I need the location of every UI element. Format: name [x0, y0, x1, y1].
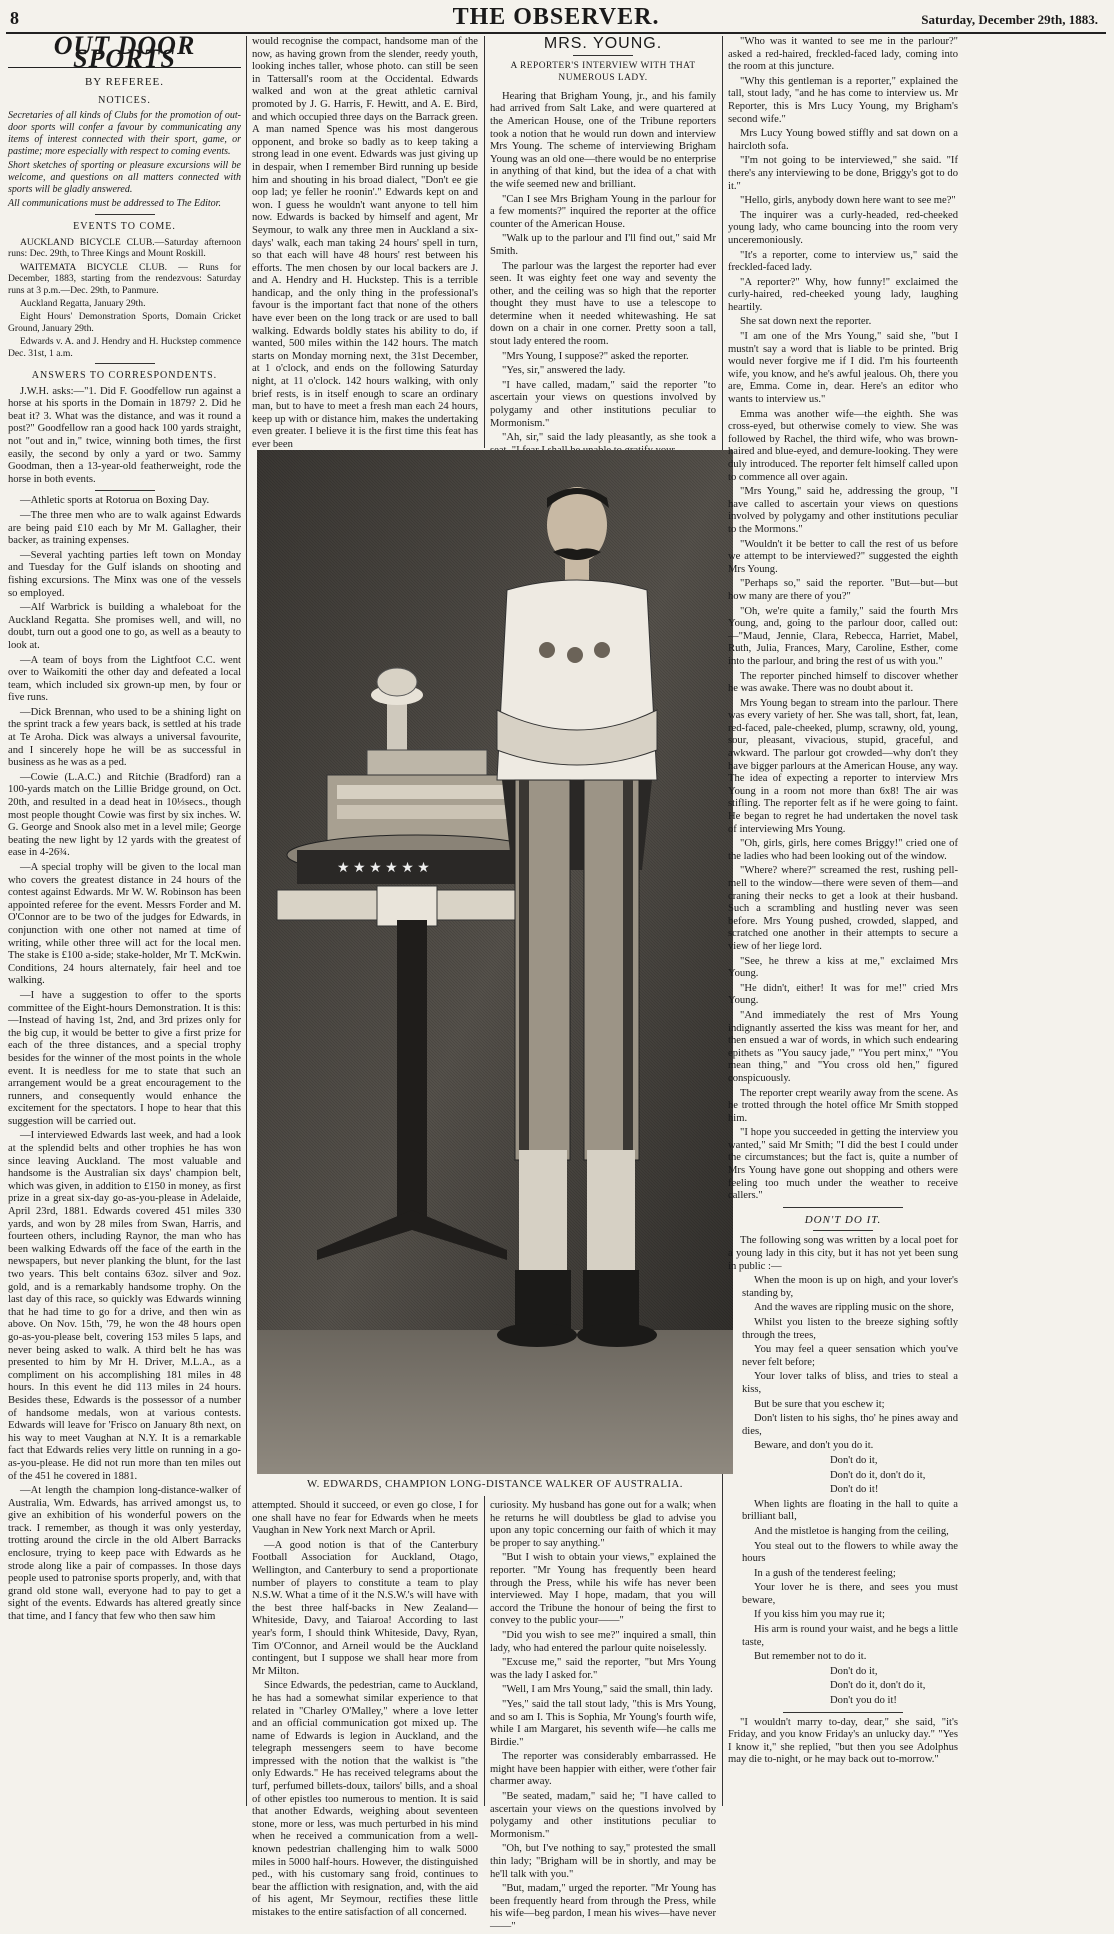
paragraph: —I have a suggestion to offer to the sports committee of the Eight-hours Demonstration. It is this:—Instead of having 1st, 2nd, and 3rd prizes only for the big cup, it would be better to give a first prize for each of the three distances, and a special trophy besides for the winner of the most points in the whole event. It is needless for me to state that such an arrangement would be a great encouragement to the runners, and consequently would enhance the excitement for the spectators. I hope to hear that this suggestion will be carried out.	[8, 989, 241, 1127]
paragraph: —Cowie (L.A.C.) and Ritchie (Bradford) ran a 100-yards match on the Lillie Bridge ground, on Oct. 20th, and resulted in a dead heat in 10⅓secs., though most people thought Cowie was first by six inches. W. G. George and Snook also met in a level mile; George beating the new light by 12 yards with the greatest of ease in 4-26¾.	[8, 771, 241, 859]
paragraph: "Yes," said the tall stout lady, "this is Mrs Young, and so am I. This is Sophia, Mr Young's fourth wife, while I am Margaret, his seventh wife—he calls me Birdie."	[490, 1698, 716, 1748]
paragraph: "Who was it wanted to see me in the parlour?" asked a red-haired, freckled-faced lady, coming into the room at this juncture.	[728, 36, 958, 73]
paragraph: —The three men who are to walk against Edwards are being paid £10 each by Mr M. Gallagher, their backer, as training expenses.	[8, 509, 241, 547]
paragraph: Hearing that Brigham Young, jr., and his family had arrived from Salt Lake, and were quartered at the American House, one of the Tribune reporters took a notion that he would run down and interview Mrs Young. The scheme of interviewing Brigham Young was an old one—there would be no enterprise in anything of that kind, but the idea of a chat with the wife seemed new and brilliant.	[490, 90, 716, 190]
verse-line: Your lover he is there, and sees you must beware,	[742, 1582, 958, 1606]
divider	[783, 1712, 903, 1713]
refrain-line: Don't do it, don't do it,	[830, 1680, 926, 1692]
issue-date: Saturday, December 29th, 1883.	[921, 12, 1098, 27]
page-number: 8	[10, 8, 19, 28]
verse-line: When the moon is up on high, and your lover's standing by,	[742, 1275, 958, 1299]
paragraph: Since Edwards, the pedestrian, came to Auckland, he has had a somewhat similar experience to that related in "Charley O'Malley," where a love letter and an official communication got mixed up. The name of Edwards is legion in Auckland, and the telegraph messengers seem to have become impressed with the notion that the walkist is "the only Edwards." He has received telegrams about the turf, perfumed billets-doux, tailors' bills, and a shoal of other epistles too numerous to mention. It is said that another Edwards, weighing about seventeen stone, more or less, was much perturbed in his mind when he received a communication from a well-known pedestrian challenging him to walk 5000 miles in 5000 half-hours. However, the distinguished ped., with his customary sang froid, continues to bear the affliction with resignation, and, with the aid of his agent, Mr Seymour, rectifies these little mistakes to the entire satisfaction of all concerned.	[252, 1680, 478, 1918]
paragraph: "Oh, girls, girls, here comes Briggy!" cried one of the ladies who had been looking out of the window.	[728, 838, 958, 862]
column-mrs-young-bottom	[490, 1500, 716, 1932]
section-logo: OUT DOOR SPORTS	[8, 36, 241, 68]
refrain-line: Don't do it!	[830, 1484, 879, 1496]
paragraph: "It's a reporter, come to interview us," said the freckled-faced lady.	[728, 249, 958, 274]
column-rule	[484, 36, 485, 448]
divider	[95, 490, 155, 491]
notice: Short sketches of sporting or pleasure excursions will be welcome, and questions on all matters connected with sports will be gladly answered.	[8, 160, 241, 196]
paragraph: "Where? where?" screamed the rest, rushing pell-mell to the window—there were seven of them—and craning their necks to get a look at their husband. Such a scrambling and hustling never was seen before. Mrs Young pushed, crowded, slapped, and scratched one another in their attempts to secure a view of her liege lord.	[728, 865, 958, 952]
paragraph: "Can I see Mrs Brigham Young in the parlour for a few moments?" inquired the reporter at the office counter of the American House.	[490, 193, 716, 230]
verse-line: If you kiss him you may rue it;	[754, 1609, 885, 1621]
divider	[95, 214, 155, 215]
paragraph: "I have called, madam," said the reporter "to ascertain your views on questions involved by polygamy and other institutions peculiar to Mormonism."	[490, 379, 716, 429]
notices-block	[8, 110, 241, 210]
verse-line: And the waves are rippling music on the shore,	[754, 1302, 954, 1314]
column-outdoor-sports	[8, 31, 241, 1806]
paragraph: —Several yachting parties left town on Monday and Tuesday for the Gulf islands on shooting and fishing excursions. The Minx was one of the vessels so employed.	[8, 549, 241, 599]
paragraph: —At length the champion long-distance-walker of Australia, Wm. Edwards, has arrived amongst us, to give an exhibition of his wonderful powers on the track. I remember, as though it was only yesterday, trotting around the circle in the old Albert Barracks enclosure, trying to keep pace with Edwards as he strode along like a pair of compasses. In those days people used to patronise sports properly, and, with that grand old stone wall, everyone had to pay to get a sight of the events. Edwards has altered greatly since that time, and I fancy that few who then saw him	[8, 1485, 241, 1623]
paragraph: "I hope you succeeded in getting the interview you wanted," said Mr Smith; "I did the best I could under the circumstances; but the fact is, quite a number of Mrs Young have gone out shopping and others were feeling too much under the weather to receive callers."	[728, 1127, 958, 1202]
verse-line: You may feel a queer sensation which you've never felt before;	[742, 1344, 958, 1368]
paragraph: "Wouldn't it be better to call the rest of us before we attempt to be interviewed?" suggested the eighth Mrs Young.	[728, 538, 958, 575]
paragraph: —A special trophy will be given to the local man who covers the greatest distance in 24 hours of the contest against Edwards. Mr W. W. Robinson has been appointed referee for the event. Messrs Forder and M. O'Connor are to be two of the judges for Edwards, in conjunction with one other not named at time of writing, while other three will act for the local men. The stake is £100 a-side; stake-holder, Mr T. McKwin. Conditions, 24 hours alternately, fair heel and toe walking.	[8, 862, 241, 987]
refrain-line: Don't do it,	[830, 1665, 878, 1677]
divider	[573, 55, 633, 56]
paragraph: She sat down next the reporter.	[740, 316, 872, 328]
paragraph: —Alf Warbrick is building a whaleboat for the Auckland Regatta. She promises well, and will, no doubt, turn out a good one to go, as well as a beauty to look at.	[8, 602, 241, 651]
paragraph: "He didn't, either! It was for me!" cried Mrs Young.	[728, 982, 958, 1007]
paragraph: "Mrs Young, I suppose?" asked the reporter.	[502, 350, 689, 362]
paragraph: —I interviewed Edwards last week, and had a look at the splendid belts and other trophies he has won since leaving Auckland. The most valuable and handsome is the Australian six days' champion belt, which was given, in addition to £150 in money, as first prize in a great six-day go-as-you-please in Adelaide, April 23rd, 1881. Edwards covered 451 miles 330 yards, and won by 28 miles from Swan, Harris, and fourteen others, including Raynor, the man who has been walking Edwards off the face of the earth in the newspapers, but never planking the blunt, for the last two years. This belt contains 63oz. silver and 9oz. gold, and is a remarkably handsome trophy. On the last day of this race, so quickly was Edwards winning that he had time to go for a drive, and then win as above. On Nov. 15th, '79, he won the 48 hours open go-as-you-please belt, covering 153 miles 5 laps, and never being asked to walk. A third belt he has was presented to him by Mr H. Driver, M.L.A., as a compliment on his accomplishing 181 miles in 48 hours. In this event he did 113 miles in 24 hours. Besides these, Edwards is the possessor of a number of handsome medals, won at various contests. Edwards will leave for 'Frisco on January 8th next, on his way to meet Vaughan at N.Y. It is a remarkable fact that Edwards relies very little on running in a go-as-you-please. He did not run more than ten miles out of the 451 he covered in 1881.	[8, 1130, 241, 1482]
paragraph: "Perhaps so," said the reporter. "But—but—but how many are there of you?"	[728, 578, 958, 602]
column-rule	[246, 36, 247, 1806]
paragraph: Emma was another wife—the eighth. She was cross-eyed, but otherwise comely to view. She was followed by Rachel, the third wife, who was brown-haired and blue-eyed, and demure-looking. They were duly introduced. The reporter felt himself called upon to commence all over again.	[728, 408, 958, 483]
paragraph: "Ah, sir," said the lady pleasantly, as she took a	[502, 432, 716, 444]
paragraph: The reporter pinched himself to discover whether he was awake. There was no doubt about it.	[728, 670, 958, 695]
verse-line: Don't listen to his sighs, tho' he pines away and dies,	[742, 1413, 958, 1437]
paragraph: "I'm not going to be interviewed," she said. "If there's any interviewing to be done, Briggy's got to do it."	[728, 155, 958, 192]
notice: All communications must be addressed to The Editor.	[8, 198, 221, 210]
closing-anecdote: "I wouldn't marry to-day, dear," she said, "it's Friday, and you know Friday's an unlucky day." "Yes I know it," she replied, "but then you see Adolphus may die to-night, or he may back out to-morrow."	[728, 1716, 958, 1766]
paragraph: "Oh, but I've nothing to say," protested the small thin lady; "Brigham will be in shortly, and may be he'll talk with you."	[490, 1843, 716, 1880]
paragraph: J.W.H. asks:—"1. Did F. Goodfellow run against a horse at his sports in the Domain in 1879? 2. Did he beat it? 3. What was the distance, and was it round a post?" Goodfellow ran a good hack 100 yards straight, not "out and in," twice, winning both times, the first easily, the second by only a yard or two. Sammy Goodman, then a 13-year-old featherweight, rode the horse in both events.	[8, 385, 241, 485]
walker-portrait-image	[257, 450, 733, 1474]
divider	[95, 363, 155, 364]
event-item: Eight Hours' Demonstration Sports, Domain Cricket Ground, January 29th.	[8, 311, 241, 334]
paragraph: "Well, I am Mrs Young," said the small, thin lady.	[502, 1684, 713, 1696]
column-edwards-continued	[252, 36, 478, 450]
paragraph: "But I wish to obtain your views," explained the reporter. "Mr Young has frequently been heard through the Press, while his wife has never been interviewed. May I hope, madam, that you will accord the Tribune the honour of being the first to convey to the public your——"	[490, 1552, 716, 1627]
answers-heading: ANSWERS TO CORRESPONDENTS.	[31, 370, 218, 382]
paragraph: attempted. Should it succeed, or even go close, I for one shall have no fear for Edwards when he meets Vaughan in New York next March or April.	[252, 1500, 478, 1537]
paragraph: The reporter was considerably embarrassed. He might have been happier with either, were t'other fair charmer away.	[490, 1751, 716, 1788]
refrain-line: Don't do it,	[830, 1454, 878, 1466]
divider	[783, 1207, 903, 1208]
column-mrs-young-continued	[728, 36, 958, 1806]
newspaper-title: THE OBSERVER.	[452, 4, 660, 30]
paragraph: —A team of boys from the Lightfoot C.C. went over to Waikomiti the other day and defeated a local team, which included six grown-up men, by four or five runs.	[8, 654, 241, 704]
paragraph: "Be seated, madam," said he; "I have called to ascertain your views on the questions involved by polygamy and other institutions peculiar to Mormonism."	[490, 1791, 716, 1840]
events-heading: EVENTS TO COME.	[73, 221, 176, 233]
event-item: WAITEMATA BICYCLE CLUB. — Runs for December, 1883, starting from the rendezvous: Saturday runs at 3 p.m.—Dec. 29th, to Panmure.	[8, 261, 241, 296]
paragraph: would recognise the compact, handsome man of the now, as having grown from the slender, reedy youth, looking inches taller, whose photo. can still be seen in Tattersall's room at the Occidental. Edwards walked and won at the great athletic carnival promoted by J. G. Harris, F. Hewitt, and A. E. Bird, and which occupied three days on the Barrack green. A man named Spence was his most dangerous opponent, and broke so badly as to keep taking a strong lead in one event. Edwards was just giving up in despair, when I remember Bird running up beside him and shouting in his broad dialect, "Don't ee gie oop lad; ye feller he roonin'." Edwards kept on and won. I guess he wouldn't want anyone to tell him now. Edwards is backed by himself and agent, Mr Seymour, to walk any three men in Auckland a six-days' walk, each man taking 24 hours' spell in turn, so that each will have 48 hours' rest between his efforts. The men chosen by our local backers are J. and A. Hendry and H. Huckstep. This is a terrible handicap, and the only thing in the professional's favour is the important fact that none of the others have ever been on the long track or are used to ball walking. Edwards boldly states his ability to do, if wanted, 500 miles within the 142 hours. The match starts on Monday morning next, the 31st December, at 1 o'clock, and ends on the following Saturday night, at 11 o'clock. 142 hours walking, with only brief rests, is in itself enough to scare an ordinary man, but to have to meet a fresh man each 24 hours, keep up with or distance him, makes the undertaking even greater. I believe it is the first time this feat has ever been	[252, 36, 478, 450]
article-subtitle: A REPORTER'S INTERVIEW WITH THAT NUMEROUS LADY.	[510, 60, 696, 84]
paragraph: "Oh, we're quite a family," said the fourth Mrs Young, and, going to the parlour door, called out:—"Maud, Jennie, Clara, Rebecca, Harriet, Mabel, Ruth, Julia, Frances, Mary, Caroline, Esther, come into the parlour, and bring the rest of us with you."	[728, 605, 958, 667]
paragraph: Mrs Lucy Young bowed stiffly and sat down on a haircloth sofa.	[728, 128, 958, 152]
column-rule	[484, 1496, 485, 1806]
paragraph: —Athletic sports at Rotorua on Boxing Day.	[20, 495, 210, 507]
divider	[813, 1230, 873, 1231]
paragraph: "See, he threw a kiss at me," exclaimed Mrs Young.	[728, 955, 958, 980]
refrain-line: Don't you do it!	[830, 1695, 897, 1707]
paragraph: curiosity. My husband has gone out for a walk; when he returns he will doubtless be glad to advise you upon any topic concerning our faith of which it may be proper to say anything."	[490, 1500, 716, 1549]
paragraph: "I am one of the Mrs Young," said she, "but I mustn't say a word that is liable to be printed. Brig would never forgive me if I did. I'm his fourteenth wife, you know, and he's awful jealous. Oh, there you are, Emma. Come in, dear. Here's an editor who wants to interview us."	[728, 331, 958, 406]
paragraph: —A good notion is that of the Canterbury Football Association for Auckland, Otago, Wellington, and Canterbury to send a proportionate number of players to constitute a team to play N.S.W. What a time of it the N.S.W.'s will have with the best three half-backs in New Zealand—Whiteside, Davy, and Taiaroa! According to last year's form, I should think Whiteside, Davy, Ryan, Tim O'Connor, and Arneil would be the Auckland contingent, but I suppose we shall hear more from Mr Milton.	[252, 1539, 478, 1677]
verse-line: Beware, and don't you do it.	[754, 1440, 874, 1452]
paragraph: "And immediately the rest of Mrs Young indignantly asserted the kiss was meant for her, and then ensued a war of words, in which such endearing epithets as "You saucy jade," "You pert minx," "You mean thing," and "You cross old hen," figured conspicuously.	[728, 1009, 958, 1084]
verse-line: You steal out to the flowers to while away the hours	[742, 1540, 958, 1565]
notice: Secretaries of all kinds of Clubs for the promotion of out-door sports will confer a favour by communicating any items of interest connected with their sport, game, or pastime; more especially with respect to coming events.	[8, 110, 241, 158]
verse-line: When lights are floating in the hall to quite a brilliant ball,	[742, 1498, 958, 1523]
notices-heading: NOTICES.	[98, 94, 151, 106]
verse-line: In a gush of the tenderest feeling;	[754, 1567, 896, 1579]
paragraph: "A reporter?" Why, how funny!" exclaimed the curly-haired, red-cheeked young lady, laughing heartily.	[728, 276, 958, 313]
article-title: MRS. YOUNG.	[543, 35, 663, 52]
verse-line: Your lover talks of bliss, and tries to steal a kiss,	[742, 1371, 958, 1395]
paragraph: "Why this gentleman is a reporter," explained the tall, stout lady, "and he has come to interview us. Mr Reporter, this is Mrs Lucy Young, my Brigham's second wife."	[728, 75, 958, 125]
portrait-illustration	[257, 450, 733, 1474]
paragraph: The reporter crept wearily away from the scene. As he trotted through the hotel office Mr Smith stopped him.	[728, 1087, 958, 1124]
event-item: Auckland Regatta, January 29th.	[20, 298, 146, 309]
column-mrs-young	[490, 36, 716, 446]
paragraph: "But, madam," urged the reporter. "Mr Young has been frequently heard from through the Press, while his wife—beg pardon, I mean his wives—have never——"	[490, 1883, 716, 1932]
song-intro: The following song was written by a local poet for a young lady in this city, but it has not yet been sung in public :—	[728, 1235, 958, 1272]
refrain-line: Don't do it, don't do it,	[830, 1469, 926, 1481]
byline: BY REFEREE.	[84, 76, 165, 89]
paragraph: "Excuse me," said the reporter, "but Mrs Young was the lady I asked for."	[490, 1657, 716, 1681]
paragraph: "Mrs Young," said he, addressing the group, "I have called to ascertain your views on questions involved by polygamy and other institutions peculiar to the Mormons."	[728, 486, 958, 535]
event-item: AUCKLAND BICYCLE CLUB.—Saturday afternoon runs: Dec. 29th, to Three Kings and Mount Roskill.	[8, 236, 241, 260]
column-sports-bottom	[252, 1500, 478, 1918]
paragraph: Mrs Young began to stream into the parlour. There was every variety of her. She was tall, short, fat, lean, red-faced, pale-cheeked, plump, scrawny, old, young, sour, pleasant, vivacious, stupid, graceful, and awkward. The parlour got crowded—why don't they have bigger parlours at the American House, any way. The idea of expecting a reporter to interview Mrs Young in a room not more than 6x8! The air was stifling. The reporter felt as if he were going to faint. He began to regret he had undertaken the novel task of interviewing Mrs Young.	[728, 697, 958, 835]
verse-line: Whilst you listen to the breeze sighing softly through the trees,	[742, 1317, 958, 1341]
event-item: Edwards v. A. and J. Hendry and H. Huckstep commence Dec. 31st, 1 a.m.	[8, 336, 241, 359]
verse-line: And the mistletoe is hanging from the ceiling,	[754, 1525, 949, 1537]
paragraph: "Yes, sir," answered the lady.	[502, 365, 626, 377]
svg-text:★ ★ ★ ★ ★ ★: ★ ★ ★ ★ ★ ★	[337, 861, 430, 876]
paragraph: "Did you wish to see me?" inquired a small, thin lady, who had entered the parlour quite noiselessly.	[490, 1629, 716, 1654]
illustration-caption: W. EDWARDS, CHAMPION LONG-DISTANCE WALKER OF AUSTRALIA.	[306, 1478, 684, 1490]
paragraph: "Walk up to the parlour and I'll find out," said Mr Smith.	[490, 233, 716, 257]
paragraph: The parlour was the largest the reporter had ever seen. It was eighty feet one way and seventy the other, and the ceiling was so high that the reporter thought they must have to use a telescope to determine when it needed whitewashing. He sat down on a chair in one corner. Pretty soon a tall, stout lady entered the room.	[490, 260, 716, 348]
paragraph: The inquirer was a curly-headed, red-cheeked young lady, who came bouncing into the room very unceremoniously.	[728, 209, 958, 246]
verse-line: But be sure that you eschew it;	[754, 1398, 885, 1410]
paragraph: —Dick Brennan, who used to be a shining light on the sprint track a few years back, is settled at his trade at Te Aroha. Dick was always a universal favourite, and I sincerely hope he will be as successful in business as he was as a ped.	[8, 706, 241, 769]
verse-line: But remember not to do it.	[754, 1651, 867, 1663]
masthead	[6, 2, 1106, 34]
song-title: DON'T DO IT.	[804, 1213, 882, 1226]
paragraph: "Hello, girls, anybody down here want to see me?"	[740, 195, 956, 207]
verse-line: His arm is round your waist, and he begs a little taste,	[742, 1624, 958, 1648]
